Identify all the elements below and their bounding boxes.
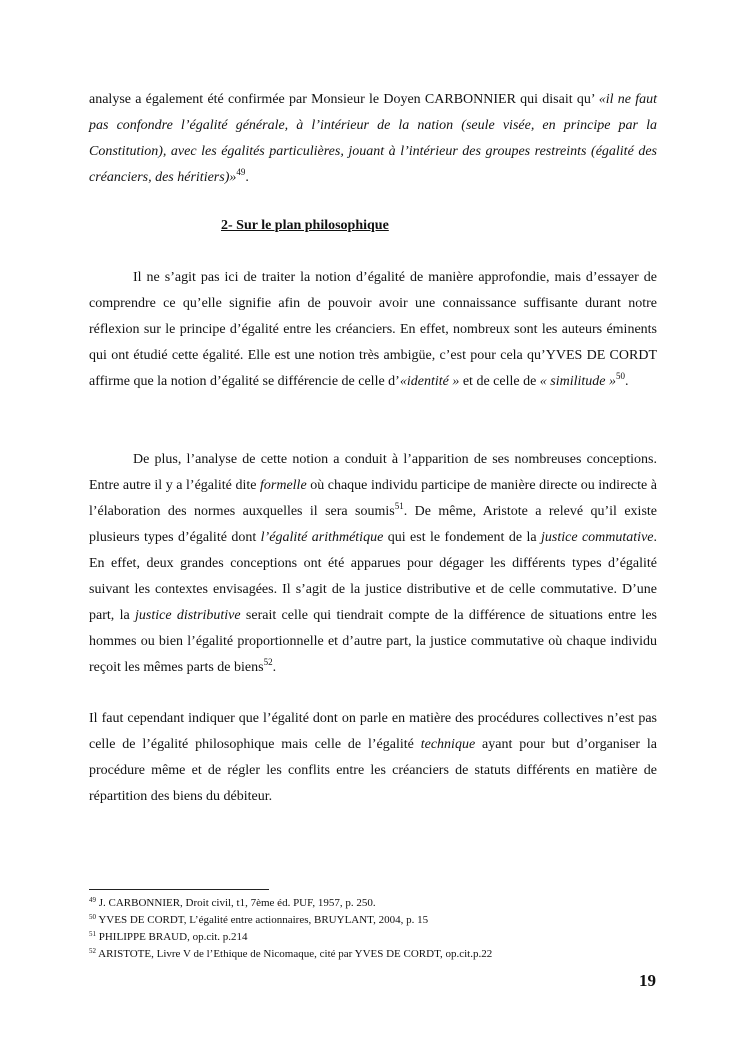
paragraph-egalite-technique (89, 706, 657, 810)
paragraph-end: . (272, 660, 277, 675)
paragraph-text: qui est le fondement de la (383, 530, 541, 545)
italic-justice-distributive: justice distributive (134, 608, 241, 623)
paragraph-text: où chaque individu participe de manière directe ou indirecte à l’élaboration des normes auxquelles il sera soumis (89, 478, 657, 519)
footnote-text: PHILIPPE BRAUD, op.cit. p.214 (96, 931, 248, 943)
carbonnier-quote: «il ne faut pas confondre l’égalité générale, à l’intérieur de la nation (seule visée, en principe par la Constitution), avec les égalités particulières, jouant à l’intérieur des groupes restreints (égalité des créanciers, des héritiers)» (89, 92, 657, 185)
italic-justice-commutative: justice commutative (541, 530, 654, 545)
paragraph-text: . De même, Aristote a relevé qu’il existe plusieurs types d’égalité dont (89, 504, 658, 545)
footnote-ref-50[interactable]: 50 (616, 371, 626, 381)
footnote-51 (89, 929, 669, 946)
paragraph-text: serait celle qui tiendrait compte de la différence de situations entre les hommes ou bien l’égalité proportionnelle et d’autre part, la justice commutative où chaque individu reçoit les mêmes parts de biens (89, 608, 657, 675)
italic-identite: «identité » (399, 374, 460, 389)
paragraph-text: . En effet, deux grandes conceptions ont été apparues pour dégager les différents types d’égalité suivant les contextes envisagées. Il s’agit de la justice distributive et de celle commutative. D’une part, la (89, 530, 658, 623)
footnote-ref-49[interactable]: 49 (236, 167, 246, 177)
footnote-number: 51 (89, 930, 96, 938)
italic-similitude: « similitude » (539, 374, 617, 389)
footnote-number: 49 (89, 896, 96, 904)
paragraph-text: Il faut cependant indiquer que l’égalité dont on parle en matière des procédures collectives n’est pas celle de l’égalité philosophique mais celle de l’égalité (89, 711, 657, 752)
paragraph-notion-egalite (89, 265, 657, 395)
footnote-separator (89, 889, 269, 890)
paragraph-text: Il ne s’agit pas ici de traiter la notion d’égalité de manière approfondie, mais d’essayer de comprendre ce qu’elle signifie afin de pouvoir avoir une connaissance suffisante durant notre réflexion sur le principe d’égalité entre les créanciers. En effet, nombreux sont les auteurs éminents qui ont étudié cette égalité. Elle est une notion très ambigüe, c’est pour cela qu’YVES DE CORDT affirme que la notion d’égalité se différencie de celle d’ (89, 270, 657, 389)
paragraph-text: ayant pour but d’organiser la procédure même et de régler les conflits entre les créanciers de statuts différents en matière de répartition des biens du débiteur. (89, 737, 657, 804)
paragraph-text: et de celle de (459, 374, 540, 389)
page-number: 19 (639, 971, 656, 990)
paragraph-text: analyse a également été confirmée par Monsieur le Doyen CARBONNIER qui disait qu’ (89, 92, 599, 107)
italic-egalite-arithmetique: l’égalité arithmétique (260, 530, 384, 545)
footnote-number: 50 (89, 913, 96, 921)
italic-formelle: formelle (260, 478, 307, 493)
footnote-ref-52[interactable]: 52 (263, 657, 273, 667)
footnote-52 (89, 946, 669, 963)
footnote-49 (89, 895, 669, 912)
section-heading: 2- Sur le plan philosophique (221, 218, 389, 233)
paragraph-carbonnier-quote (89, 87, 657, 191)
footnote-text: ARISTOTE, Livre V de l’Ethique de Nicomaque, cité par YVES DE CORDT, op.cit.p.22 (96, 948, 493, 960)
footnote-50 (89, 912, 669, 929)
footnotes (89, 895, 669, 963)
paragraph-conceptions (89, 447, 657, 681)
italic-technique: technique (420, 737, 476, 752)
footnote-number: 52 (89, 947, 96, 955)
footnote-ref-51[interactable]: 51 (394, 501, 404, 511)
footnote-text: YVES DE CORDT, L’égalité entre actionnaires, BRUYLANT, 2004, p. 15 (96, 914, 429, 926)
footnote-text: J. CARBONNIER, Droit civil, t1, 7ème éd. PUF, 1957, p. 250. (96, 897, 376, 909)
paragraph-end: . (245, 170, 249, 185)
paragraph-end: . (625, 374, 629, 389)
paragraph-text: De plus, l’analyse de cette notion a conduit à l’apparition de ses nombreuses conceptions. Entre autre il y a l’égalité dite (89, 452, 657, 493)
